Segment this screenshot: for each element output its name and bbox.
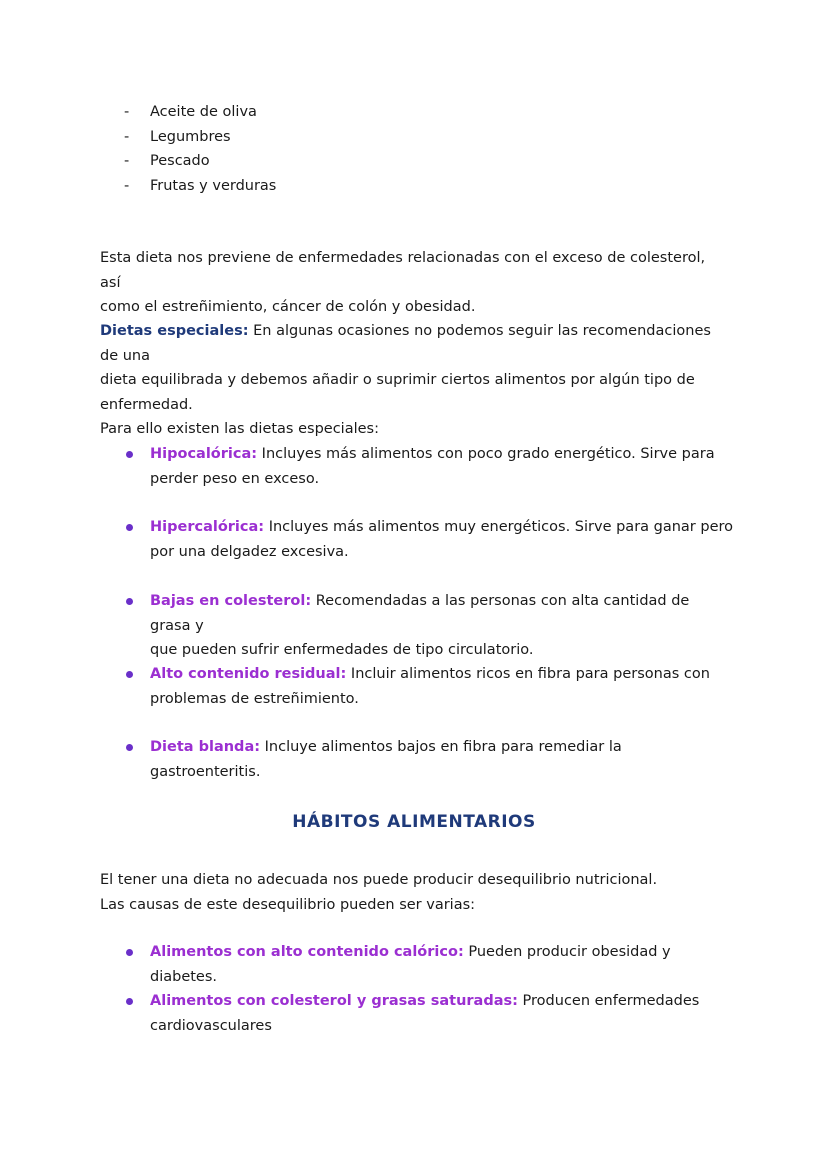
dash-marker: - bbox=[124, 104, 130, 120]
food-dash-list bbox=[124, 100, 276, 198]
habits-line-1: El tener una dieta no adecuada nos puede producir desequilibrio nutricional. bbox=[100, 872, 658, 888]
habit-text: Pueden producir obesidad y diabetes. bbox=[150, 944, 671, 985]
special-diets-paragraph bbox=[100, 319, 730, 442]
intro-paragraph bbox=[100, 246, 730, 320]
habit-label: Alimentos con alto contenido calórico: bbox=[150, 944, 464, 960]
diet-text: Incluyes más alimentos muy energéticos. Sirve para ganar pero bbox=[264, 519, 734, 535]
list-item bbox=[124, 149, 276, 174]
special-diets-line-3: enfermedad. bbox=[100, 396, 193, 413]
dash-marker: - bbox=[124, 128, 130, 145]
section-heading: HÁBITOS ALIMENTARIOS bbox=[292, 812, 536, 832]
special-diets-line-2: dieta equilibrada y debemos añadir o suprimir ciertos alimentos por algún tipo de bbox=[100, 372, 695, 388]
bullet-icon bbox=[126, 598, 133, 605]
bullet-icon bbox=[126, 949, 133, 956]
bullet-icon bbox=[126, 998, 133, 1005]
list-item-text: Frutas y verduras bbox=[150, 177, 277, 194]
diet-text: Incluye alimentos bajos en fibra para remediar la gastroenteritis. bbox=[150, 739, 622, 780]
bullet-icon bbox=[126, 451, 133, 458]
intro-line-2: como el estreñimiento, cáncer de colón y obesidad. bbox=[100, 299, 476, 315]
diet-label: Bajas en colesterol: bbox=[150, 593, 312, 609]
list-item-text: Pescado bbox=[150, 153, 210, 169]
diet-text-cont: problemas de estreñimiento. bbox=[150, 690, 359, 707]
bullet-icon bbox=[126, 524, 133, 531]
diet-text-cont: que pueden sufrir enfermedades de tipo circulatorio. bbox=[150, 642, 534, 658]
diet-text: Incluir alimentos ricos en fibra para personas con bbox=[346, 666, 710, 682]
list-item bbox=[124, 515, 734, 564]
list-item bbox=[124, 125, 276, 150]
list-item bbox=[124, 940, 734, 989]
diet-text: Incluyes más alimentos con poco grado energético. Sirve para bbox=[257, 446, 715, 462]
special-diets-line-1: En algunas ocasiones no podemos seguir las recomendaciones de una bbox=[100, 323, 711, 364]
diet-label: Hipercalórica: bbox=[150, 519, 265, 535]
dash-marker: - bbox=[124, 177, 130, 194]
list-item-text: Legumbres bbox=[150, 128, 231, 145]
bullet-icon bbox=[126, 744, 133, 751]
intro-line-1: Esta dieta nos previene de enfermedades relacionadas con el exceso de colesterol, así bbox=[100, 250, 706, 291]
list-item-text: Aceite de oliva bbox=[150, 104, 257, 120]
habit-label: Alimentos con colesterol y grasas saturadas: bbox=[150, 993, 518, 1009]
habit-text: Producen enfermedades bbox=[517, 993, 700, 1009]
list-item bbox=[124, 442, 734, 491]
diet-text: Recomendadas a las personas con alta cantidad de grasa y bbox=[150, 593, 690, 634]
habits-paragraph bbox=[100, 868, 730, 917]
diet-text-cont: perder peso en exceso. bbox=[150, 470, 320, 487]
list-item bbox=[124, 989, 734, 1038]
list-item bbox=[124, 589, 734, 663]
list-item bbox=[124, 100, 276, 125]
list-item bbox=[124, 735, 734, 784]
special-diets-line-4: Para ello existen las dietas especiales: bbox=[100, 421, 379, 437]
habits-line-2: Las causas de este desequilibrio pueden ser varias: bbox=[100, 896, 476, 913]
bullet-icon bbox=[126, 671, 133, 678]
diet-text-cont: por una delgadez excesiva. bbox=[150, 543, 349, 560]
list-item bbox=[124, 174, 276, 199]
dash-marker: - bbox=[124, 153, 130, 169]
special-diets-label: Dietas especiales: bbox=[100, 323, 249, 339]
diet-label: Alto contenido residual: bbox=[150, 666, 347, 682]
list-item bbox=[124, 662, 734, 711]
diet-label: Hipocalórica: bbox=[150, 446, 258, 462]
diet-label: Dieta blanda: bbox=[150, 739, 261, 755]
habit-text-cont: cardiovasculares bbox=[150, 1017, 272, 1034]
